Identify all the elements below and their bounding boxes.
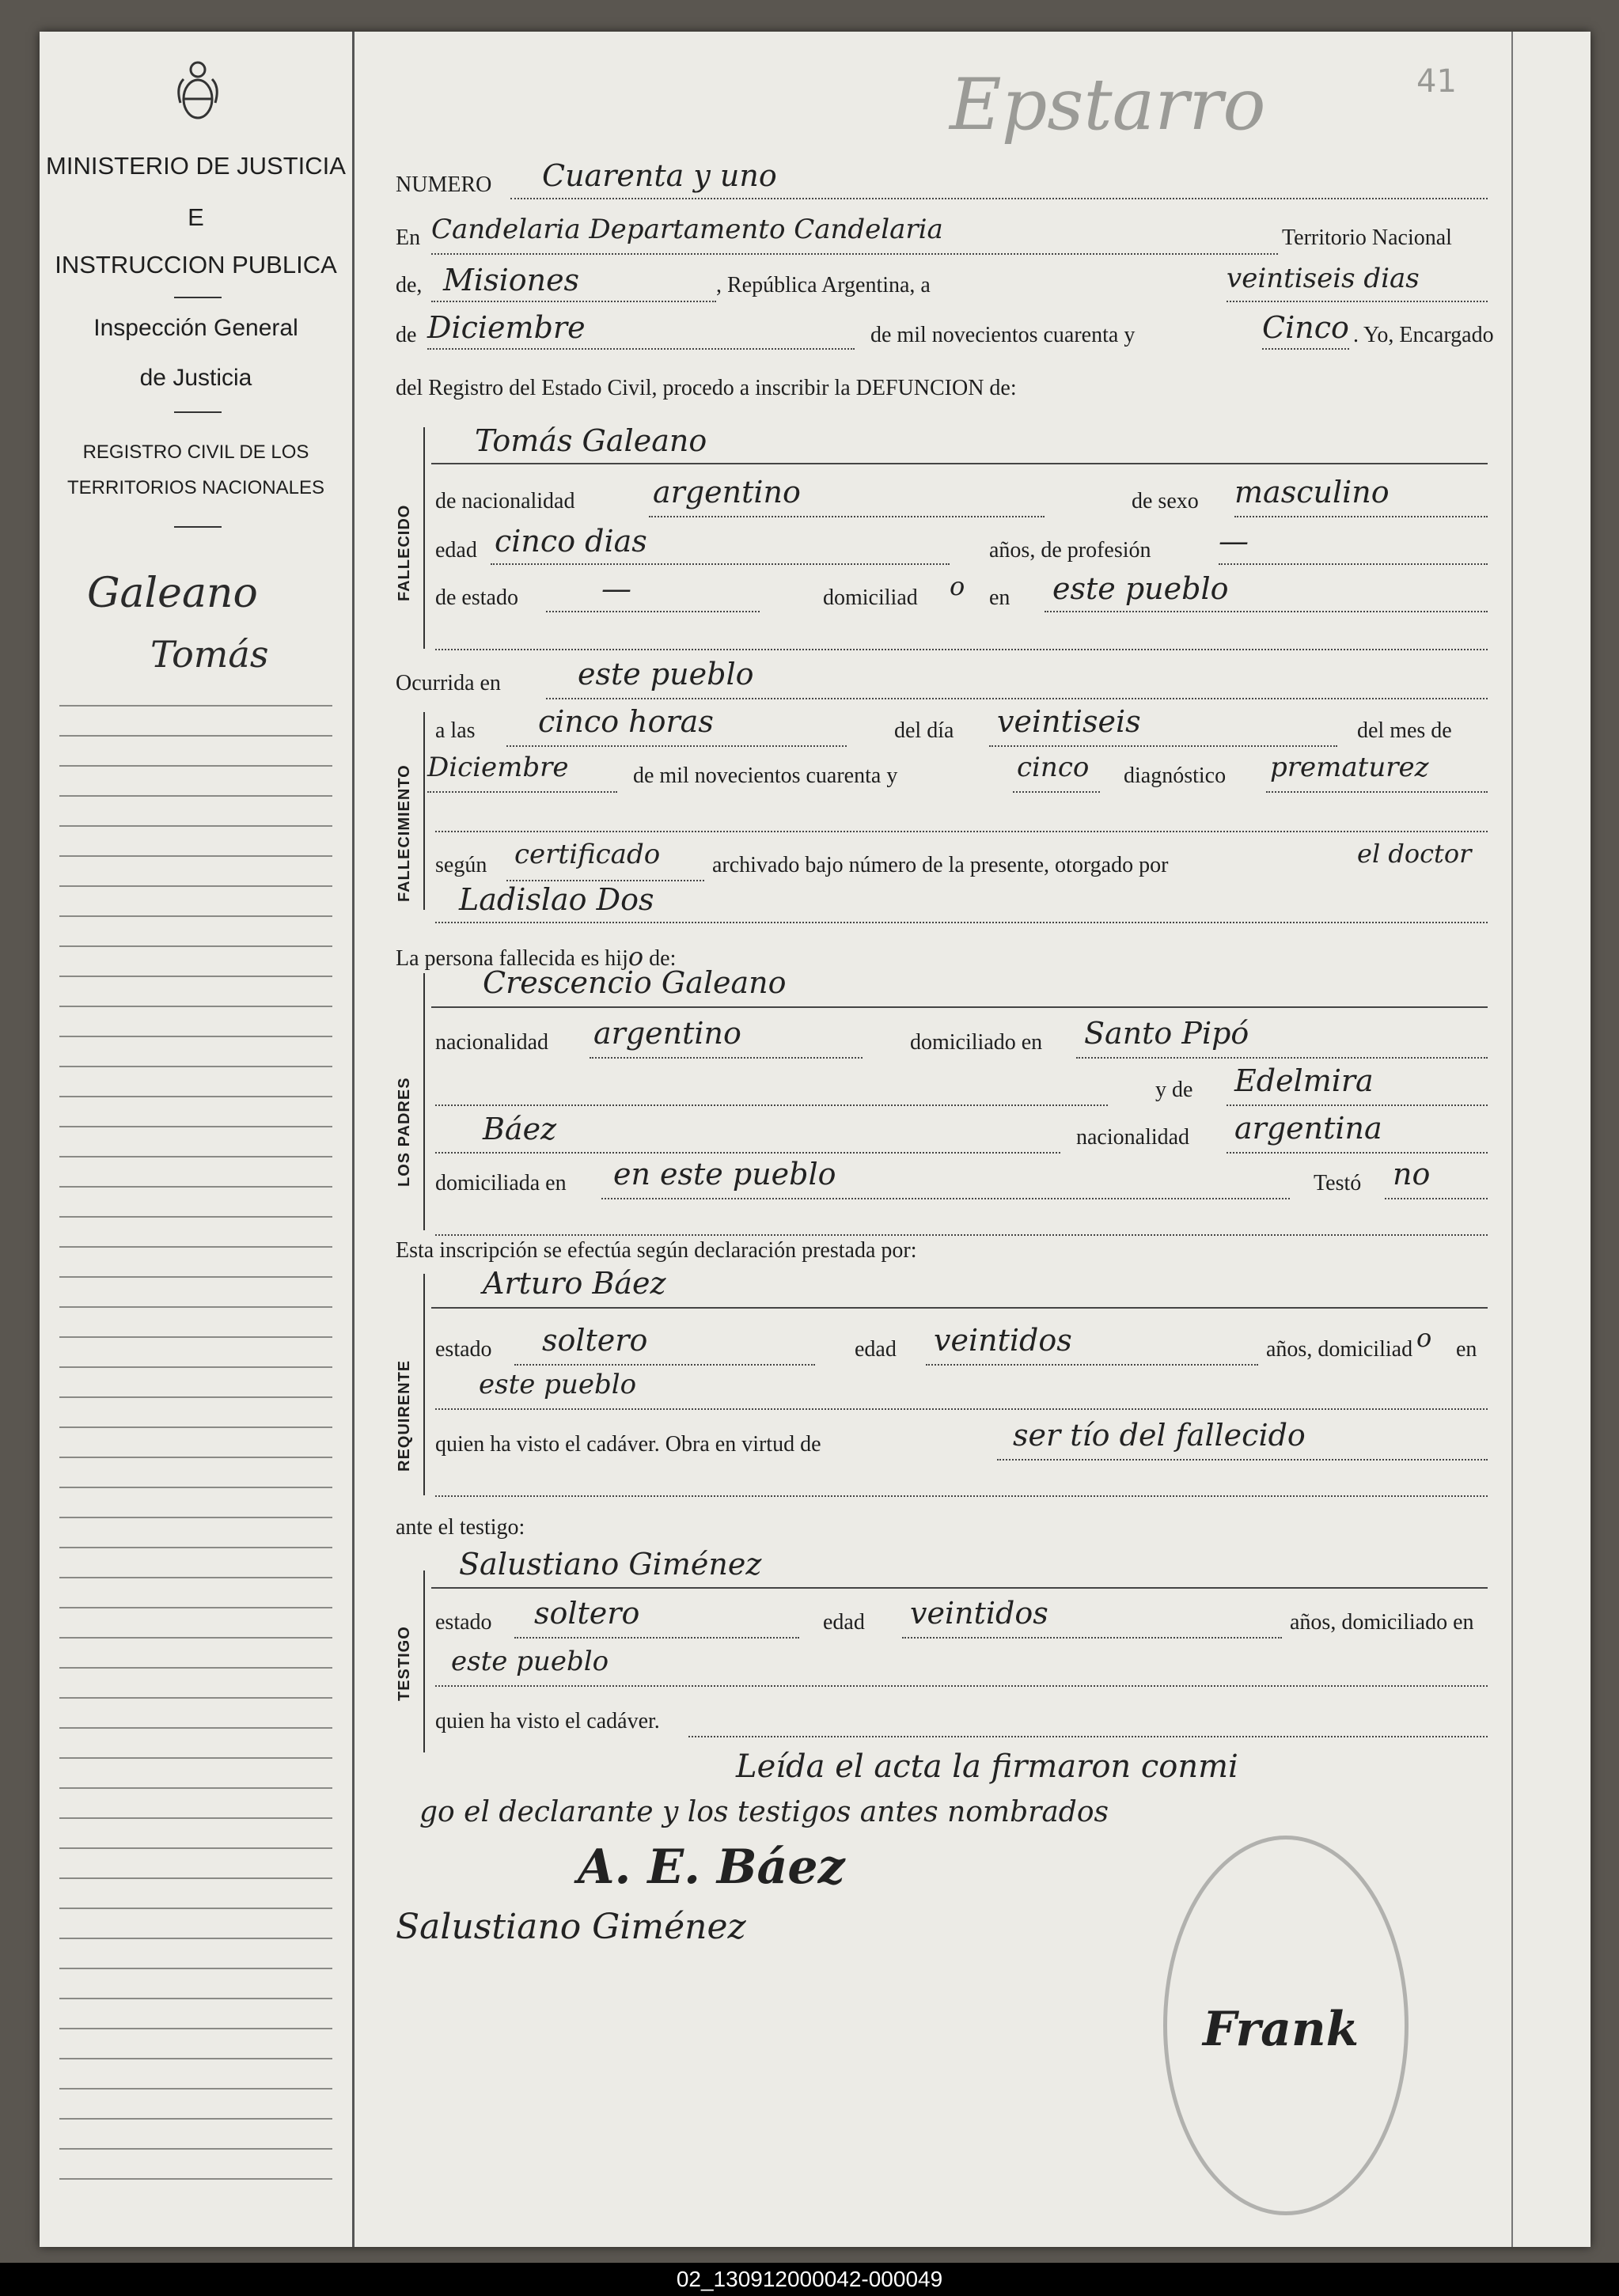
signature-declarante: A. E. Báez [578, 1839, 845, 1895]
fallecido-nombre: Tomás Galeano [475, 423, 707, 458]
divider [174, 297, 222, 298]
margin-given-name: Tomás [150, 633, 269, 676]
blank-line [435, 649, 1488, 650]
right-border [1511, 32, 1513, 2247]
testigo-estado-line [514, 1637, 799, 1639]
domiciliado-suffix: o [950, 571, 965, 601]
numero-line [510, 198, 1488, 199]
registro-line-2: TERRITORIOS NACIONALES [67, 477, 324, 498]
dia-line [1227, 301, 1488, 302]
territorio-label: Territorio Nacional [1282, 225, 1452, 250]
ocurrida-value: este pueblo [578, 657, 754, 691]
madre-nacionalidad-label: nacionalidad [1076, 1125, 1190, 1150]
registro-line-1: REGISTRO CIVIL DE LOS [82, 441, 309, 463]
closing-line-1: Leída el acta la firmaron conmi [736, 1749, 1238, 1785]
testigo-domicilio-line [435, 1685, 1488, 1687]
closing-line-2: go el declarante y los testigos antes nombrados [419, 1796, 1109, 1828]
madre-nombre-1: Edelmira [1234, 1063, 1374, 1098]
signature-encargado: Frank [1203, 2002, 1359, 2057]
requirente-edad: veintidos [934, 1323, 1072, 1358]
requirente-estado-line [514, 1364, 815, 1366]
footer-code: 02_130912000042-000049 [0, 2263, 1619, 2296]
anio-value: Cinco [1262, 310, 1349, 345]
padre-nacionalidad-line [590, 1057, 863, 1059]
anio-value-fallecimiento: cinco [1017, 752, 1090, 783]
testo-value: no [1393, 1157, 1431, 1192]
domiciliado-en-label: en [989, 585, 1010, 610]
horas-label: a las [435, 718, 476, 743]
horas-line [506, 745, 847, 747]
ministry-line-2: E [188, 203, 204, 231]
inspeccion-line-2: de Justicia [139, 365, 252, 391]
doctor-value: Ladislao Dos [459, 882, 654, 917]
ministry-line-3: INSTRUCCION PUBLICA [55, 251, 337, 278]
requirente-domicilio-line [435, 1408, 1488, 1410]
testigo-estado-label: estado [435, 1610, 492, 1635]
blank-line [435, 1495, 1488, 1497]
y-de-label: y de [1155, 1078, 1193, 1102]
padres-intro-text: La persona fallecida es hij [396, 946, 628, 971]
testigo-bracket [423, 1570, 425, 1752]
madre-domiciliada-label: domiciliada en [435, 1171, 567, 1195]
segun-label: según [435, 853, 487, 877]
mil-label: de mil novecientos cuarenta y [870, 323, 1136, 347]
sexo-value: masculino [1234, 475, 1390, 510]
sexo-line [1234, 516, 1488, 517]
requirente-virtud: ser tío del fallecido [1013, 1418, 1306, 1453]
mes-value-fallecimiento: Diciembre [427, 752, 569, 783]
domicilio-value: este pueblo [1052, 571, 1229, 606]
madre-nombre-2: Báez [483, 1112, 557, 1146]
testigo-intro: ante el testigo: [396, 1515, 525, 1540]
testigo-cadaver-line [688, 1736, 1488, 1737]
rule [431, 1587, 1488, 1589]
margin-surname: Galeano [87, 570, 258, 617]
diagnostico-line [1266, 791, 1488, 793]
dia-value: veintiseis dias [1227, 263, 1420, 294]
fallecimiento-section-label: FALLECIMIENTO [396, 764, 413, 902]
domicilio-line [1045, 611, 1488, 612]
rule [431, 463, 1488, 464]
archivado-label: archivado bajo número de la presente, otorgado por [712, 853, 1169, 877]
divider [174, 411, 222, 413]
blank-line [435, 1234, 1488, 1236]
requirente-virtud-line [997, 1459, 1488, 1461]
registro-text: del Registro del Estado Civil, procedo a inscribir la DEFUNCION de: [396, 376, 1017, 400]
padre-domicilio: Santo Pipó [1084, 1016, 1249, 1051]
dia-label: del día [894, 718, 954, 743]
segun-line [506, 880, 704, 881]
mes-label: del mes de [1357, 718, 1452, 743]
de-label: de, [396, 273, 423, 297]
testigo-estado: soltero [534, 1596, 640, 1631]
numero-label: NUMERO [396, 172, 492, 197]
yo-label: . Yo, Encargado [1353, 323, 1494, 347]
estado-label: de estado [435, 585, 518, 610]
dia-value-fallecimiento: veintiseis [997, 704, 1141, 739]
ocurrida-line [546, 698, 1488, 699]
madre-nombre-line [1227, 1104, 1488, 1106]
en-label: En [396, 225, 421, 250]
provincia-value: Misiones [443, 263, 580, 297]
padre-nacionalidad-label: nacionalidad [435, 1030, 549, 1055]
dia-line-fallecimiento [989, 745, 1337, 747]
fallecido-section-label: FALLECIDO [396, 504, 413, 601]
numero-value: Cuarenta y uno [542, 158, 777, 193]
requirente-edad-label: edad [855, 1337, 897, 1362]
blank-line [435, 1104, 1108, 1106]
requirente-bracket [423, 1274, 425, 1495]
testo-line [1385, 1198, 1488, 1199]
requirente-cadaver-label: quien ha visto el cadáver. Obra en virtud de [435, 1432, 821, 1457]
requirente-section-label: REQUIRENTE [396, 1359, 413, 1472]
nacionalidad-line [649, 516, 1045, 517]
left-margin-column [40, 32, 355, 2247]
requirente-anios-suffix: o [1416, 1323, 1432, 1353]
testigo-anios-label: años, domiciliado en [1290, 1610, 1474, 1635]
madre-domicilio: en este pueblo [613, 1157, 836, 1192]
edad-value: cinco dias [495, 524, 647, 559]
official-seal-icon [1163, 1836, 1409, 2215]
coat-of-arms-icon [174, 55, 222, 127]
mes-line-fallecimiento [427, 791, 617, 793]
republica-label: , República Argentina, a [716, 273, 931, 297]
mil-label-fallecimiento: de mil novecientos cuarenta y [633, 763, 898, 788]
requirente-edad-line [926, 1364, 1258, 1366]
estado-value: — [601, 571, 631, 606]
padres-bracket [423, 973, 425, 1230]
profesion-line [1219, 563, 1488, 565]
nacionalidad-label: de nacionalidad [435, 489, 575, 513]
padres-intro-suffix: o [628, 942, 644, 972]
provincia-line [431, 301, 716, 302]
testigo-nombre: Salustiano Giménez [459, 1547, 762, 1582]
fallecimiento-bracket [423, 712, 425, 910]
madre-nacionalidad: argentina [1234, 1111, 1382, 1146]
register-page [40, 32, 1591, 2247]
testigo-edad-label: edad [823, 1610, 865, 1635]
segun-value: certificado [514, 839, 661, 870]
estado-line [546, 611, 760, 612]
mes-line [427, 348, 855, 350]
testigo-edad-line [902, 1637, 1282, 1639]
domiciliado-label: domiciliad [823, 585, 918, 610]
padre-nacionalidad: argentino [593, 1016, 741, 1051]
de2-label: de [396, 323, 417, 347]
testigo-cadaver-label: quien ha visto el cadáver. [435, 1709, 660, 1733]
testigo-section-label: TESTIGO [396, 1626, 413, 1701]
anios-label: años, de profesión [989, 538, 1151, 563]
ministry-line-1: MINISTERIO DE JUSTICIA [46, 152, 346, 180]
divider [174, 526, 222, 528]
requirente-intro: Esta inscripción se efectúa según declaración prestada por: [396, 1238, 917, 1263]
diagnostico-value: prematurez [1270, 752, 1429, 783]
lugar-value: Candelaria Departamento Candelaria [431, 214, 943, 245]
testigo-edad: veintidos [910, 1596, 1048, 1631]
rule [431, 1006, 1488, 1008]
testigo-domicilio: este pueblo [451, 1646, 609, 1677]
diagnostico-label: diagnóstico [1124, 763, 1227, 788]
ocurrida-label: Ocurrida en [396, 671, 501, 695]
madre-nacionalidad-line [1227, 1152, 1488, 1154]
rule [431, 1307, 1488, 1309]
horas-value: cinco horas [538, 704, 714, 739]
padres-intro-end: de: [649, 946, 677, 971]
requirente-anios-label: años, domiciliad [1266, 1337, 1413, 1362]
padre-domiciliado-label: domiciliado en [910, 1030, 1043, 1055]
inspeccion-line-1: Inspección General [93, 315, 298, 341]
top-stamp: Epstarro [950, 63, 1266, 146]
mes-value: Diciembre [427, 310, 586, 345]
requirente-estado: soltero [542, 1323, 648, 1358]
page-number: 41 [1416, 63, 1457, 100]
fallecido-bracket [423, 427, 425, 649]
lugar-line [431, 253, 1278, 255]
madre-domicilio-line [601, 1198, 1290, 1199]
requirente-estado-label: estado [435, 1337, 492, 1362]
anio-line [1262, 348, 1349, 350]
sexo-label: de sexo [1132, 489, 1199, 513]
doctor-line [435, 922, 1488, 923]
blank-line [435, 831, 1488, 832]
signature-testigo: Salustiano Giménez [396, 1907, 746, 1947]
padres-section-label: LOS PADRES [396, 1077, 413, 1187]
edad-line [491, 563, 950, 565]
requirente-domicilio: este pueblo [479, 1369, 637, 1400]
profesion-value: — [1219, 524, 1249, 559]
otorgado-value: el doctor [1357, 839, 1472, 869]
anio-line-fallecimiento [1013, 791, 1100, 793]
edad-label: edad [435, 538, 477, 563]
nacionalidad-value: argentino [653, 475, 801, 510]
testo-label: Testó [1314, 1171, 1362, 1195]
madre-nombre-2-line [435, 1152, 1060, 1154]
requirente-nombre: Arturo Báez [483, 1266, 666, 1301]
padre-nombre: Crescencio Galeano [483, 965, 787, 1000]
margin-ruled-lines [59, 676, 332, 2203]
requirente-en-label: en [1456, 1337, 1477, 1362]
padre-domicilio-line [1076, 1057, 1488, 1059]
